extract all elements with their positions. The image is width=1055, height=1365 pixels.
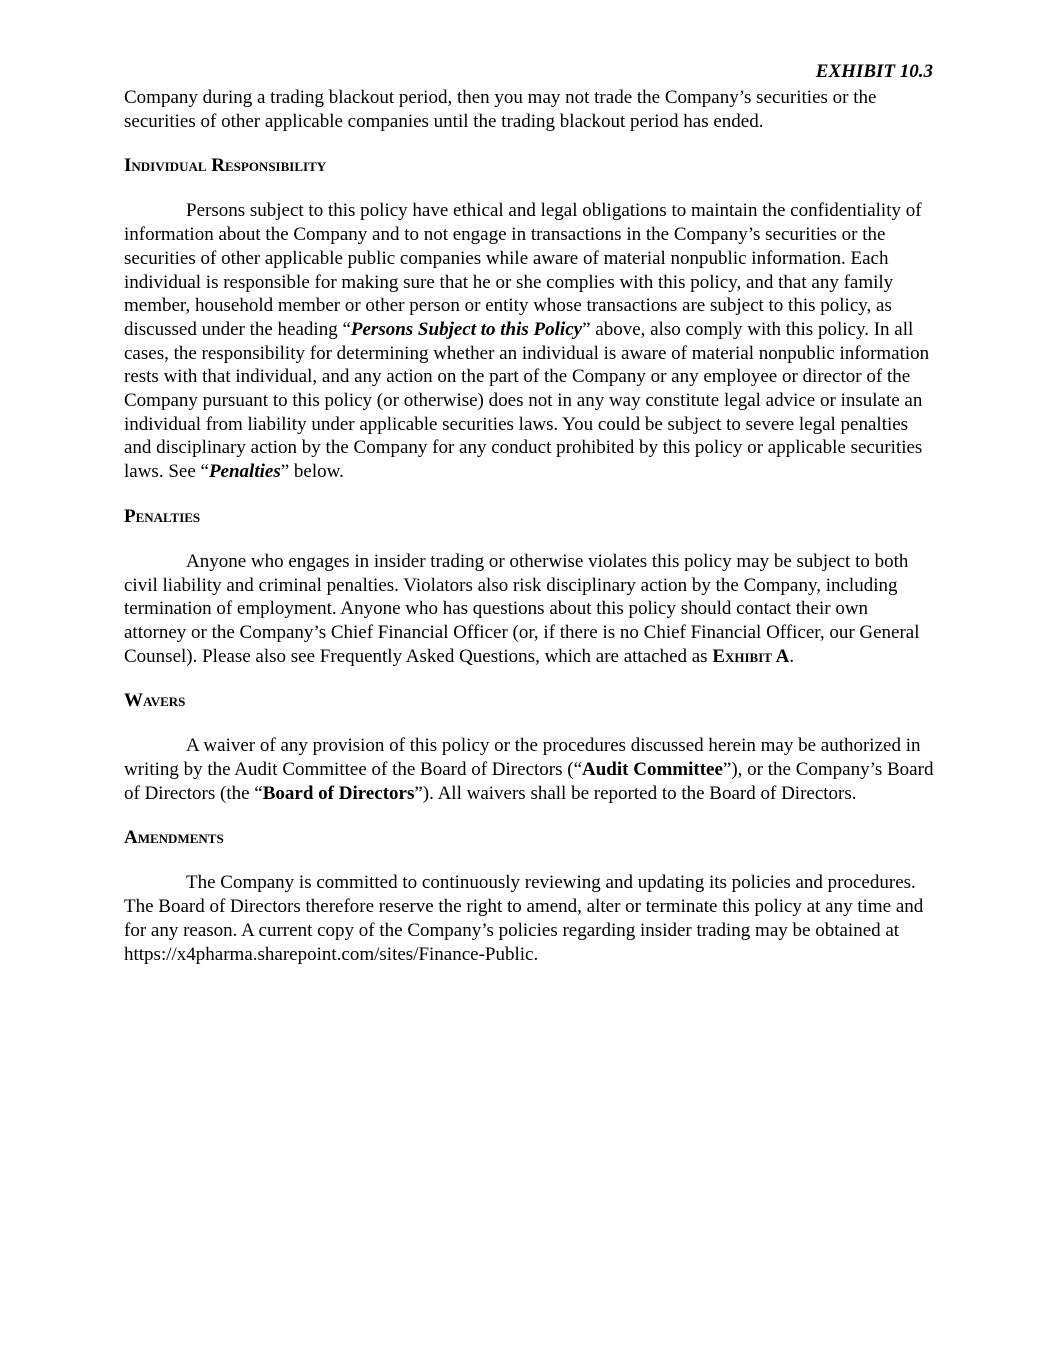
wavers-text-3: ”). All waivers shall be reported to the Board of Directors.	[414, 782, 857, 804]
penalties-reference: Penalties	[208, 461, 281, 483]
wavers-text-2: ”), or the Company’s Board of Directors (the “	[124, 759, 934, 804]
board-of-directors-term: Board of Directors	[262, 782, 415, 804]
exhibit-label: EXHIBIT 10.3	[815, 61, 933, 82]
individual-responsibility-text-1: Persons subject to this policy have ethical and legal obligations to maintain the confidentiality of information about the Company and to not engage in transactions in the Company’s securities or the securities of other applicable public companies while aware of material nonpublic information. Each individual is responsible for making sure that he or she complies with this policy, and that any family member, household member or other person or entity whose transactions are subject to this policy, as discussed under the heading “	[124, 200, 922, 340]
penalties-paragraph	[124, 550, 934, 669]
audit-committee-term: Audit Committee	[582, 759, 723, 781]
heading-wavers: Wavers	[124, 690, 186, 712]
document-page	[124, 60, 934, 966]
individual-responsibility-text-3: ” below.	[280, 461, 344, 483]
intro-paragraph: Company during a trading blackout period, then you may not trade the Company’s securities or the securities of other applicable companies until the trading blackout period has ended.	[124, 87, 877, 132]
wavers-paragraph	[124, 734, 934, 805]
exhibit-a-reference: Exhibit A	[712, 645, 790, 667]
penalties-text-2: .	[789, 645, 795, 667]
individual-responsibility-paragraph	[124, 199, 934, 483]
penalties-text-1: Anyone who engages in insider trading or otherwise violates this policy may be subject to both civil liability and criminal penalties. Violators also risk disciplinary action by the Company, including termination of employment. Anyone who has questions about this policy should contact their own attorney or the Company’s Chief Financial Officer (or, if there is no Chief Financial Officer, our General Counsel). Please also see Frequently Asked Questions, which are attached as	[124, 550, 920, 667]
persons-subject-reference: Persons Subject to this Policy	[350, 318, 583, 340]
heading-penalties: Penalties	[124, 505, 201, 527]
heading-individual-responsibility: Individual Responsibility	[124, 155, 327, 177]
heading-amendments: Amendments	[124, 827, 224, 849]
wavers-text-1: A waiver of any provision of this policy or the procedures discussed herein may be authorized in writing by the Audit Committee of the Board of Directors (“	[124, 735, 921, 781]
individual-responsibility-text-2: ” above, also comply with this policy. In all cases, the responsibility for determining whether an individual is aware of material nonpublic information rests with that individual, and any action on the part of the Company or any employee or director of the Company pursuant to this policy (or otherwise) does not in any way constitute legal advice or insulate an individual from liability under applicable securities laws. You could be subject to severe legal penalties and disciplinary action by the Company for any conduct prohibited by this policy or applicable securities laws. See “	[124, 318, 930, 483]
amendments-paragraph: The Company is committed to continuously reviewing and updating its policies and procedures. The Board of Directors therefore reserve the right to amend, alter or terminate this policy at any time and for any reason. A current copy of the Company’s policies regarding insider trading may be obtained at https://x4pharma.sharepoint.com/sites/Finance-Public.	[124, 872, 924, 965]
